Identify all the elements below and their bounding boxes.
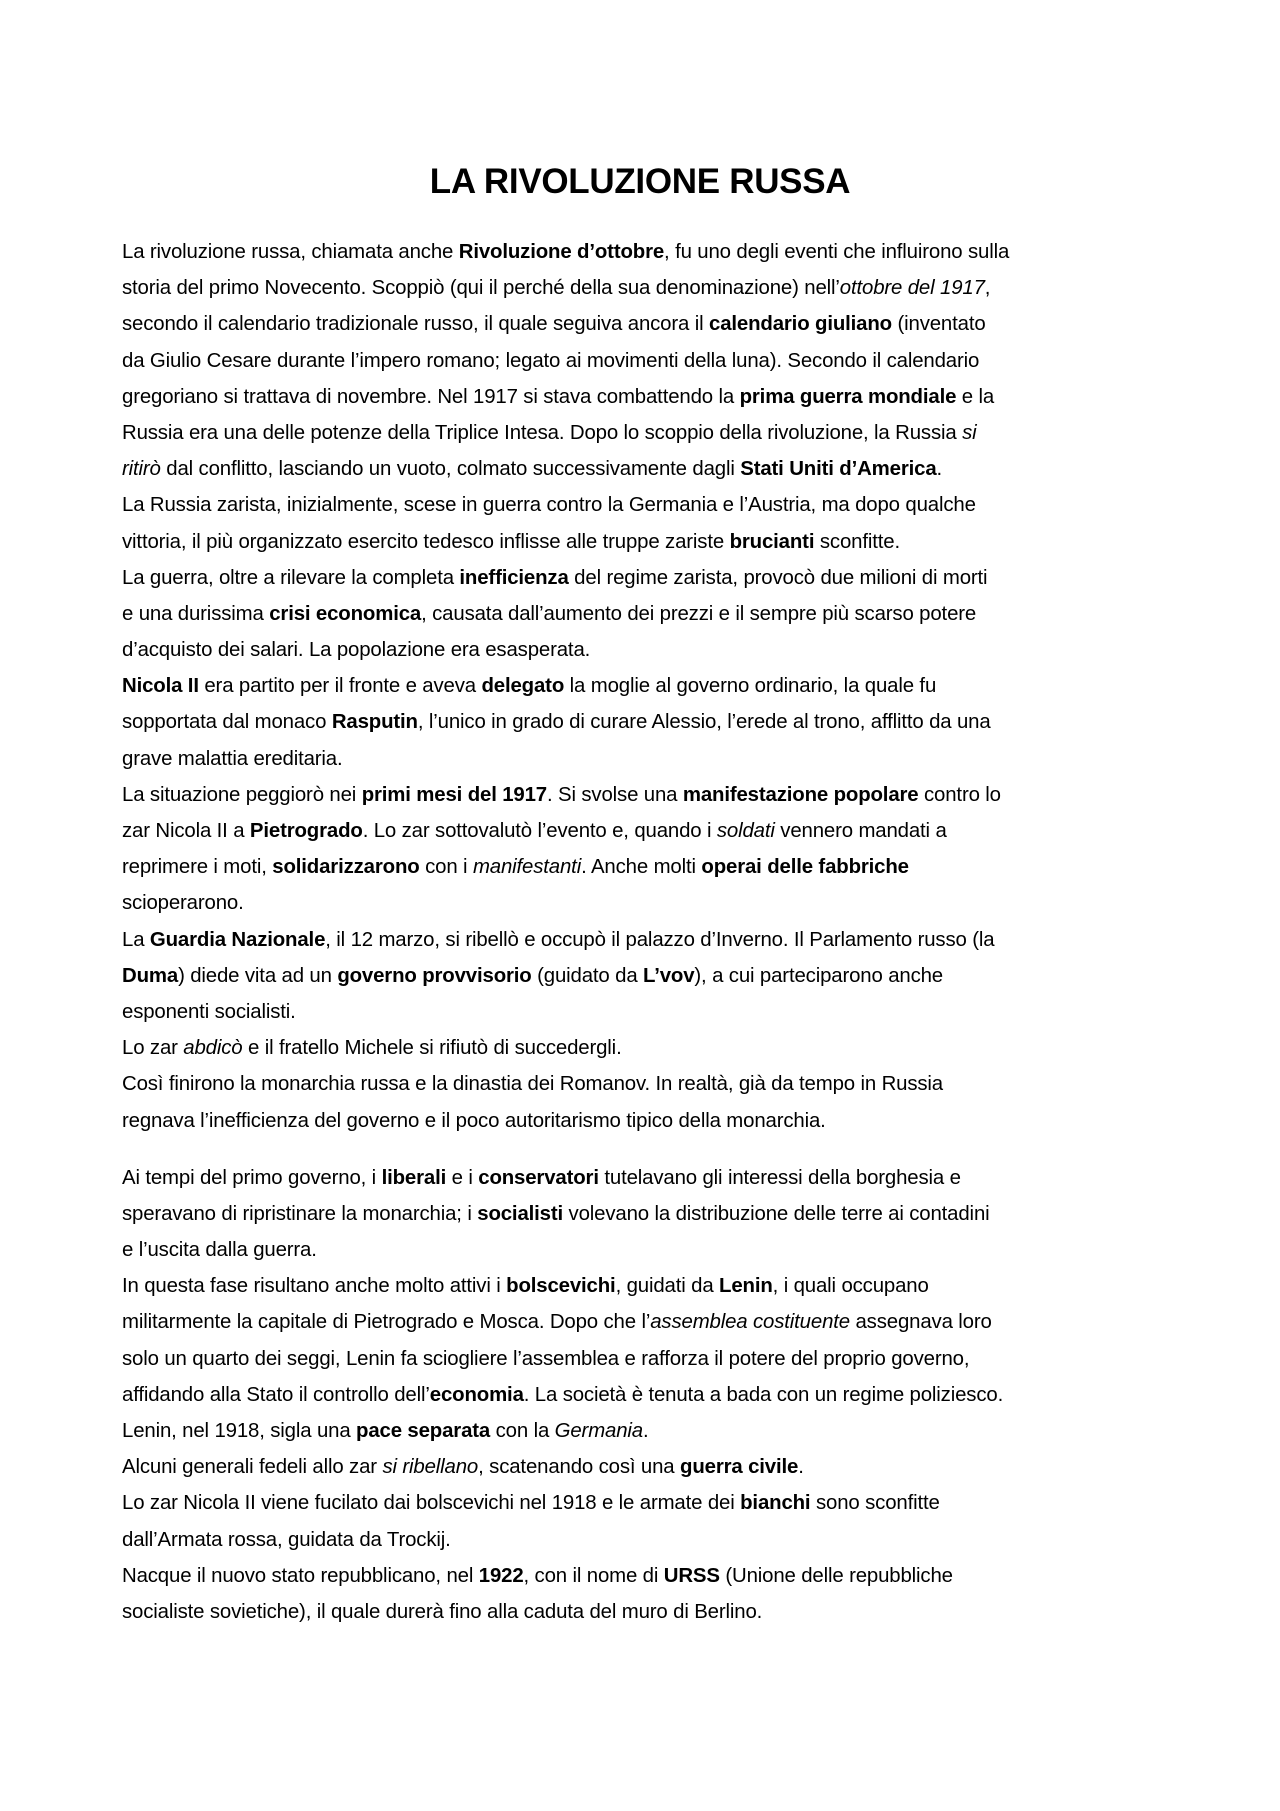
text-run: militarmente la capitale di Pietrogrado e Mosca. Dopo che l’ (122, 1311, 651, 1334)
text-run: da Giulio Cesare durante l’impero romano; legato ai movimenti della luna). Secondo il calendario (122, 349, 980, 372)
text-run: scioperarono. (122, 892, 244, 915)
text-run: Lenin, nel 1918, sigla una (122, 1420, 357, 1442)
bold-text: Rivoluzione d’ottobre (458, 241, 665, 263)
italic-text: soldati (716, 820, 775, 842)
bold-text: Stati Uniti d’America (740, 458, 937, 481)
text-line (122, 1522, 1172, 1558)
bold-text: Duma (122, 964, 179, 987)
text-line (122, 1232, 1172, 1268)
italic-text: ritirò (122, 458, 161, 481)
text-run: . (798, 1456, 804, 1479)
text-run: con i (419, 856, 473, 879)
bold-text: Nicola II (122, 675, 199, 698)
text-line (122, 596, 1172, 632)
italic-text: abdicò (183, 1037, 243, 1060)
italic-text: Germania (554, 1420, 643, 1442)
text-line (122, 1594, 1172, 1630)
text-run: zar Nicola II a (122, 820, 250, 842)
bold-text: calendario giuliano (709, 313, 892, 336)
bold-text: economia (429, 1383, 524, 1406)
text-run: , fu uno degli eventi che influirono sulla (664, 241, 1010, 263)
text-line (122, 270, 1172, 306)
text-run: La rivoluzione russa, chiamata anche (122, 241, 459, 263)
text-run: secondo il calendario tradizionale russo, il quale seguiva ancora il (122, 313, 709, 336)
text-run: affidando alla Stato il controllo dell’ (122, 1383, 430, 1406)
text-run: Lo zar (122, 1037, 184, 1060)
text-run: Ai tempi del primo governo, i (122, 1166, 382, 1189)
text-run: assegnava loro (849, 1311, 992, 1334)
bold-text: URSS (663, 1564, 720, 1587)
text-line (122, 1066, 1172, 1102)
bold-text: solidarizzarono (272, 856, 420, 879)
text-line (122, 1030, 1172, 1066)
text-line (122, 487, 1172, 523)
text-run: Così finirono la monarchia russa e la dinastia dei Romanov. In realtà, già da tempo in Russia (122, 1073, 943, 1096)
text-run: , scatenando così una (478, 1456, 681, 1479)
text-run: e l’uscita dalla guerra. (122, 1239, 317, 1262)
bold-text: guerra civile (680, 1456, 799, 1479)
italic-text: si ribellano (382, 1456, 479, 1479)
text-run: contro lo (918, 783, 1001, 806)
text-run: La Russia zarista, inizialmente, scese in guerra contro la Germania e l’Austria, ma dopo qualche (122, 494, 976, 517)
text-run: , i quali occupano (772, 1275, 929, 1298)
text-run: gregoriano si trattava di novembre. Nel 1917 si stava combattendo la (122, 385, 740, 408)
text-run: grave malattia ereditaria. (122, 747, 343, 770)
text-run: (Unione delle repubbliche (719, 1564, 953, 1587)
bold-text: Guardia Nazionale (149, 928, 326, 951)
text-run: Lo zar Nicola II viene fucilato dai bolscevichi nel 1918 e le armate dei (122, 1492, 741, 1515)
text-run: (inventato (891, 313, 986, 336)
text-run: , il 12 marzo, si ribellò e occupò il palazzo d’Inverno. Il Parlamento russo (la (325, 928, 995, 951)
text-line (122, 343, 1172, 379)
text-line (122, 958, 1172, 994)
text-line (122, 1449, 1172, 1485)
bold-text: operai delle fabbriche (701, 856, 909, 879)
text-run: d’acquisto dei salari. La popolazione era esasperata. (122, 639, 591, 662)
text-run: regnava l’inefficienza del governo e il poco autoritarismo tipico della monarchia. (122, 1109, 826, 1132)
bold-text: pace separata (356, 1420, 491, 1442)
text-run: . La società è tenuta a bada con un regime poliziesco. (523, 1383, 1004, 1406)
text-run: In questa fase risultano anche molto attivi i (122, 1275, 507, 1298)
text-run: sono sconfitte (810, 1492, 940, 1515)
bold-text: socialisti (477, 1202, 564, 1225)
text-run: dall’Armata rossa, guidata da Trockij. (122, 1528, 451, 1551)
bold-text: bianchi (740, 1492, 811, 1515)
text-run: La guerra, oltre a rilevare la completa (122, 566, 460, 589)
document-body (122, 234, 1172, 1630)
text-run: . Anche molti (581, 856, 702, 879)
bold-text: delegato (481, 675, 565, 698)
text-line (122, 1160, 1172, 1196)
text-run: La (122, 928, 150, 951)
text-line (122, 1413, 1172, 1449)
text-line (122, 922, 1172, 958)
paragraph-gap (122, 1139, 1172, 1160)
text-line (122, 234, 1172, 270)
text-run: solo un quarto dei seggi, Lenin fa sciogliere l’assemblea e rafforza il potere del proprio governo, (122, 1347, 970, 1370)
text-run: . Si svolse una (546, 783, 683, 806)
text-run: , l’unico in grado di curare Alessio, l’erede al trono, afflitto da una (417, 711, 991, 734)
text-run: , guidati da (615, 1275, 720, 1298)
bold-text: conservatori (478, 1166, 599, 1189)
bold-text: governo provvisorio (337, 964, 532, 987)
text-line (122, 777, 1172, 813)
text-line (122, 1304, 1172, 1340)
bold-text: Pietrogrado (249, 820, 363, 842)
text-run: sconfitte. (814, 530, 900, 553)
text-run: La situazione peggiorò nei (122, 783, 362, 806)
italic-text: ottobre del 1917 (839, 277, 985, 300)
text-run: reprimere i moti, (122, 856, 273, 879)
text-line (122, 994, 1172, 1030)
text-run: vennero mandati a (774, 820, 947, 842)
text-run: Russia era una delle potenze della Triplice Intesa. Dopo lo scoppio della rivoluzione, la Russia (122, 421, 963, 444)
text-line (122, 524, 1172, 560)
text-line (122, 813, 1172, 849)
bold-text: bolscevichi (506, 1275, 616, 1298)
text-line (122, 1196, 1172, 1232)
text-line (122, 1485, 1172, 1521)
text-line (122, 451, 1172, 487)
text-line (122, 849, 1172, 885)
bold-text: Rasputin (331, 711, 418, 734)
text-run: con la (490, 1420, 555, 1442)
text-line (122, 1103, 1172, 1139)
text-run: storia del primo Novecento. Scoppiò (qui il perché della sua denominazione) nell’ (122, 277, 840, 300)
text-run: e una durissima (122, 602, 270, 625)
text-line (122, 1268, 1172, 1304)
text-run: la moglie al governo ordinario, la quale fu (564, 675, 937, 698)
bold-text: primi mesi del 1917 (361, 783, 547, 806)
text-line (122, 1558, 1172, 1594)
text-run: , (984, 277, 991, 300)
text-run: ) diede vita ad un (178, 964, 338, 987)
text-line (122, 741, 1172, 777)
text-line (122, 885, 1172, 921)
text-run: . (936, 458, 943, 481)
text-run: dal conflitto, lasciando un vuoto, colmato successivamente dagli (160, 458, 741, 481)
text-run: e la (956, 385, 995, 408)
bold-text: L’vov (643, 964, 695, 987)
text-line (122, 560, 1172, 596)
text-run: vittoria, il più organizzato esercito tedesco inflisse alle truppe zariste (122, 530, 730, 553)
text-line (122, 1377, 1172, 1413)
page-title: LA RIVOLUZIONE RUSSA (429, 162, 851, 201)
text-line (122, 704, 1172, 740)
bold-text: inefficienza (459, 566, 569, 589)
bold-text: prima guerra mondiale (739, 385, 957, 408)
italic-text: si (962, 421, 977, 444)
text-run: e i (446, 1166, 479, 1189)
italic-text: manifestanti (472, 856, 582, 879)
bold-text: Lenin (719, 1275, 773, 1298)
text-line (122, 1341, 1172, 1377)
text-run: . Lo zar sottovalutò l’evento e, quando i (362, 820, 717, 842)
text-line (122, 415, 1172, 451)
text-run: era partito per il fronte e aveva (198, 675, 482, 698)
text-run: volevano la distribuzione delle terre ai contadini (563, 1202, 990, 1225)
text-run: socialiste sovietiche), il quale durerà fino alla caduta del muro di Berlino. (122, 1600, 763, 1623)
text-line (122, 306, 1172, 342)
text-line (122, 668, 1172, 704)
text-run: Nacque il nuovo stato repubblicano, nel (122, 1564, 479, 1587)
bold-text: 1922 (478, 1564, 524, 1587)
text-run: sopportata dal monaco (122, 711, 332, 734)
text-run: speravano di ripristinare la monarchia; i (122, 1202, 478, 1225)
bold-text: manifestazione popolare (682, 783, 919, 806)
text-run: , causata dall’aumento dei prezzi e il sempre più scarso potere (421, 602, 977, 625)
text-run: Alcuni generali fedeli allo zar (122, 1456, 383, 1479)
text-run: e il fratello Michele si rifiutò di succedergli. (242, 1037, 622, 1060)
text-line (122, 379, 1172, 415)
bold-text: brucianti (729, 530, 815, 553)
text-run: , con il nome di (523, 1564, 664, 1587)
text-run: esponenti socialisti. (122, 1000, 296, 1023)
text-run: tutelavano gli interessi della borghesia e (598, 1166, 961, 1189)
bold-text: liberali (381, 1166, 447, 1189)
text-run: ), a cui parteciparono anche (694, 964, 943, 987)
text-run: del regime zarista, provocò due milioni di morti (568, 566, 988, 589)
text-run: . (642, 1420, 649, 1442)
bold-text: crisi economica (269, 602, 422, 625)
text-run: (guidato da (531, 964, 644, 987)
italic-text: assemblea costituente (650, 1311, 850, 1334)
text-line (122, 632, 1172, 668)
